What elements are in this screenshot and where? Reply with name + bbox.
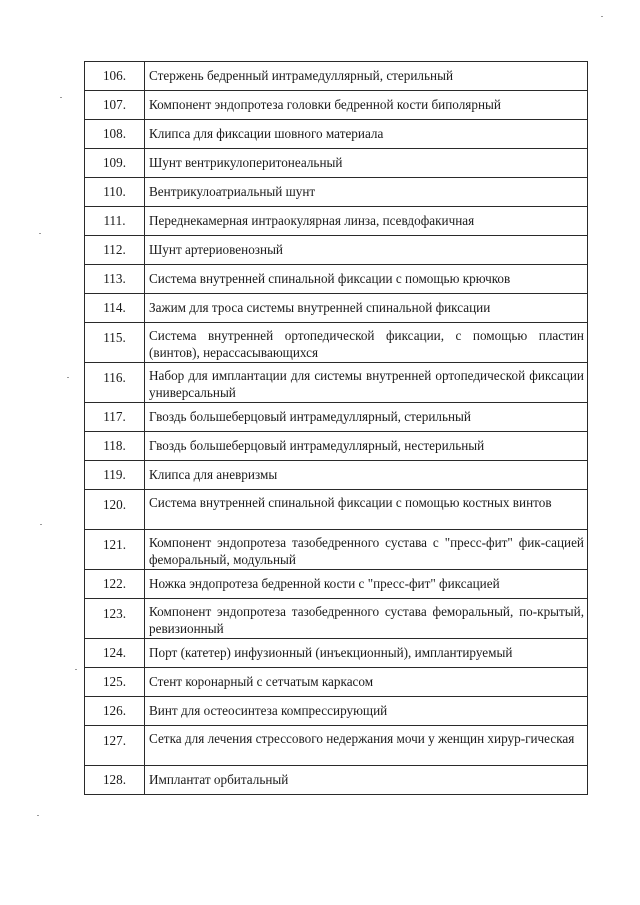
- scan-speck: [39, 233, 41, 234]
- row-number: 116.: [85, 363, 145, 403]
- table-row: [85, 62, 588, 91]
- row-number: 119.: [85, 461, 145, 490]
- scan-speck: [37, 815, 39, 816]
- table-row: [85, 236, 588, 265]
- row-text: Система внутренней спинальной фиксации с помощью костных винтов: [145, 490, 588, 530]
- table-row: [85, 178, 588, 207]
- row-number: 111.: [85, 207, 145, 236]
- row-number: 113.: [85, 265, 145, 294]
- table-row: [85, 599, 588, 639]
- row-number: 118.: [85, 432, 145, 461]
- row-number: 109.: [85, 149, 145, 178]
- scan-speck: [75, 669, 77, 670]
- row-number: 126.: [85, 697, 145, 726]
- row-number: 110.: [85, 178, 145, 207]
- scan-speck: [67, 377, 69, 378]
- row-text: Шунт вентрикулоперитонеальный: [145, 149, 588, 178]
- row-number: 115.: [85, 323, 145, 363]
- row-text: Винт для остеосинтеза компрессирующий: [145, 697, 588, 726]
- table-row: [85, 570, 588, 599]
- row-number: 112.: [85, 236, 145, 265]
- row-text: Компонент эндопротеза тазобедренного сустава с "пресс-фит" фик-сацией феморальный, модульный: [145, 530, 588, 570]
- row-text: Система внутренней спинальной фиксации с помощью крючков: [145, 265, 588, 294]
- row-text: Сетка для лечения стрессового недержания мочи у женщин хирур-гическая: [145, 726, 588, 766]
- table-row: [85, 668, 588, 697]
- row-text: Порт (катетер) инфузионный (инъекционный), имплантируемый: [145, 639, 588, 668]
- table-row: [85, 403, 588, 432]
- row-text: Зажим для троса системы внутренней спинальной фиксации: [145, 294, 588, 323]
- table-row: [85, 461, 588, 490]
- table-row: [85, 530, 588, 570]
- row-number: 122.: [85, 570, 145, 599]
- table-row: [85, 639, 588, 668]
- row-text: Набор для имплантации для системы внутренней ортопедической фиксации универсальный: [145, 363, 588, 403]
- implants-table: [84, 61, 588, 795]
- table-row: [85, 726, 588, 766]
- row-text: Клипса для фиксации шовного материала: [145, 120, 588, 149]
- row-text: Компонент эндопротеза головки бедренной кости биполярный: [145, 91, 588, 120]
- row-text: Система внутренней ортопедической фиксации, с помощью пластин (винтов), нерассасывающихся: [145, 323, 588, 363]
- row-number: 106.: [85, 62, 145, 91]
- scan-speck: [601, 16, 603, 17]
- table-row: [85, 120, 588, 149]
- row-number: 125.: [85, 668, 145, 697]
- row-number: 123.: [85, 599, 145, 639]
- table-row: [85, 432, 588, 461]
- row-number: 117.: [85, 403, 145, 432]
- row-number: 121.: [85, 530, 145, 570]
- row-text: Стержень бедренный интрамедуллярный, стерильный: [145, 62, 588, 91]
- row-text: Гвоздь большеберцовый интрамедуллярный, стерильный: [145, 403, 588, 432]
- table-row: [85, 490, 588, 530]
- table-row: [85, 265, 588, 294]
- table-row: [85, 294, 588, 323]
- row-number: 128.: [85, 766, 145, 795]
- row-number: 127.: [85, 726, 145, 766]
- row-text: Ножка эндопротеза бедренной кости с "пресс-фит" фиксацией: [145, 570, 588, 599]
- table-row: [85, 91, 588, 120]
- row-text: Стент коронарный с сетчатым каркасом: [145, 668, 588, 697]
- row-number: 107.: [85, 91, 145, 120]
- row-number: 120.: [85, 490, 145, 530]
- table-row: [85, 363, 588, 403]
- table-row: [85, 207, 588, 236]
- table-row: [85, 697, 588, 726]
- row-text: Вентрикулоатриальный шунт: [145, 178, 588, 207]
- row-text: Имплантат орбитальный: [145, 766, 588, 795]
- scan-speck: [60, 97, 62, 98]
- table-row: [85, 766, 588, 795]
- row-number: 124.: [85, 639, 145, 668]
- row-text: Компонент эндопротеза тазобедренного сустава феморальный, по-крытый, ревизионный: [145, 599, 588, 639]
- row-text: Переднекамерная интраокулярная линза, псевдофакичная: [145, 207, 588, 236]
- table-row: [85, 149, 588, 178]
- row-text: Клипса для аневризмы: [145, 461, 588, 490]
- row-number: 114.: [85, 294, 145, 323]
- scan-speck: [40, 524, 42, 525]
- row-number: 108.: [85, 120, 145, 149]
- row-text: Шунт артериовенозный: [145, 236, 588, 265]
- table-row: [85, 323, 588, 363]
- row-text: Гвоздь большеберцовый интрамедуллярный, нестерильный: [145, 432, 588, 461]
